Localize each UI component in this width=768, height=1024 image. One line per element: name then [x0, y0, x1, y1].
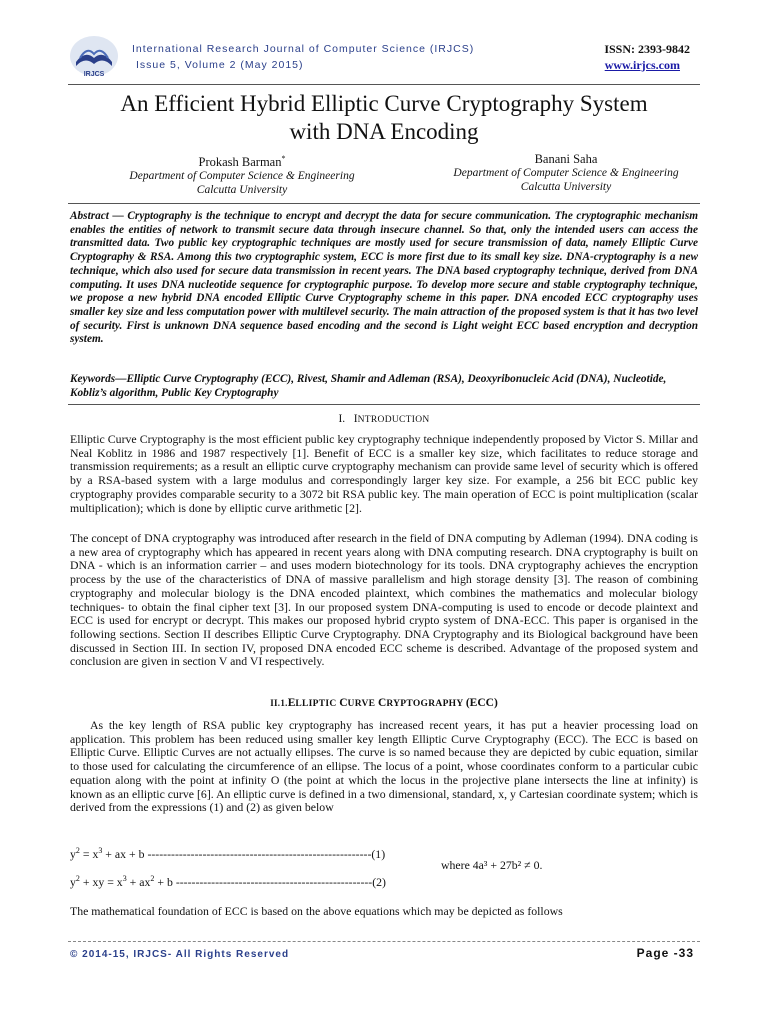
- page-header: [68, 30, 700, 82]
- journal-name: International Research Journal of Computer Science (IRJCS): [132, 43, 475, 55]
- issue-info: Issue 5, Volume 2 (May 2015): [136, 59, 304, 71]
- section-heading-introduction: I. INTRODUCTION: [338, 413, 430, 425]
- footer-copyright: © 2014-15, IRJCS- All Rights Reserved: [70, 949, 290, 960]
- header-divider: [68, 84, 700, 85]
- closing-sentence: The mathematical foundation of ECC is based on the above equations which may be depicted as follows: [70, 904, 563, 918]
- abstract-top-rule: [68, 203, 700, 204]
- page-number: Page -33: [636, 946, 694, 960]
- author-2: Banani Saha Department of Computer Science & Engineering Calcutta University: [453, 152, 679, 193]
- intro-paragraph-1: Elliptic Curve Cryptography is the most efficient public key cryptography technique independently proposed by Victor S. Millar and Neal Koblitz in 1986 and 1987 respectively [1]. Benefit of ECC is a smaller key size, which facilitates to reduce storage and transmission requirements; as a result an elliptic curve cryptography mechanism can provide same level of security which is offered by a RSA-based system with a large modulus and correspondingly larger key size. For example, a 256 bit ECC public key cryptography provides comparable security to a 3072 bit RSA public key. The main operation of ECC is point multiplication (scalar multiplication); which is done by elliptic curve arithmetic [2].: [70, 432, 698, 515]
- author-1: Prokash Barman* Department of Computer Science & Engineering Calcutta University: [129, 154, 355, 197]
- keywords: Keywords—Elliptic Curve Cryptography (ECC), Rivest, Shamir and Adleman (RSA), Deoxyribonucleic Acid (DNA), Nucleotide, Kobliz’s algorithm, Public Key Cryptography: [70, 373, 667, 399]
- intro-paragraph-2: The concept of DNA cryptography was introduced after research in the field of DNA computing by Adleman (1994). DNA coding is a new area of cryptography which has appeared in recent years along with DNA computing research. DNA cryptography is built on DNA - which is an information carrier – and uses modern biotechnology for its tools. DNA cryptography achieves the encryption process by the use of the characteristics of DNA of massive parallelism and high storage density [3]. The reason of combining cryptography and molecular biology is the DNA encoded plaintext, which combines the mathematics and molecular biology techniques- to obtain the final cipher text [3]. In our proposed system DNA-computing is used to encode or decode plaintext and ECC is used for encrypt or decrypt. This makes our proposed hybrid crypto system of DNA-ECC. This paper is organised in the following sections. Section II describes Elliptic Curve Cryptography. DNA Cryptography and its Biological background have been discussed in Section III. In section IV, proposed DNA encoded ECC scheme is described. Advantage of the proposed system and conclusion are given in section V and VI respectively.: [70, 531, 698, 669]
- footer-divider: [68, 941, 700, 942]
- journal-logo: [68, 34, 120, 80]
- paper-title: An Efficient Hybrid Elliptic Curve Cryptography System with DNA Encoding: [120, 91, 648, 144]
- ecc-paragraph: As the key length of RSA public key cryptography has increased recent years, it has put a heavier processing load on application. This problem has been reduced using smaller key length Elliptic Curve Cryptography (ECC). The ECC is based on Elliptic Curve. Elliptic Curves are not actually ellipses. The curve is so named because they are depicted by cubic equation, similar to those used for calculating the circumference of an ellipse. The locus of a point, whose coordinates conform to a particular cubic equation along with the point at infinity O (the point at which the locus in the projective plane intersects the line at infinity) is known as an elliptic curve [6]. An elliptic curve is defined in a two dimensional, standard, x, y Cartesian coordinate system; which is derived from the expressions (1) and (2) as given below: [70, 718, 698, 815]
- equation-condition: where 4a³ + 27b² ≠ 0.: [441, 858, 543, 872]
- equation-1: $y^2 = x^3$ + ax + b ---------------------------------------------------------(1): [70, 846, 386, 861]
- journal-url-link[interactable]: www.irjcs.com: [604, 58, 680, 72]
- equation-2: $y^2$ + xy = $x^3 + ax^2 + b$ --------------------------------------------------(2): [70, 874, 386, 889]
- issn: ISSN: 2393-9842: [604, 42, 690, 56]
- abstract-bottom-rule: [68, 404, 700, 405]
- section-heading-ecc: II.1.ELLIPTIC CURVE CRYPTOGRAPHY (ECC): [270, 697, 498, 709]
- abstract: Abstract — Cryptography is the technique to encrypt and decrypt the data for secure communication. The cryptographic mechanism enables the entities of network to transmit secure data through insecure channel. So that, only the intended users can access the transmitted data. Two public key cryptographic techniques are mostly used for secure transmission of data, namely Elliptic Curve Cryptography & RSA. Among this two cryptographic system, ECC is more first due to its small key size. DNA-cryptography is a new technique, which also used for secure data transmission in recent years. The DNA based cryptography technique, derived from DNA computing. It uses DNA nucleotide sequence for cryptographic purpose. To develop more secure and stable cryptography technique, we propose a new hybrid DNA encoded Elliptic Curve Cryptography scheme in this paper. DNA encoded ECC cryptography uses smaller key size and less computation power with multilevel security. The main attraction of the proposed system is that it has two level of security. First is unknown DNA sequence based encoding and the second is Light weight ECC based encryption and decryption system.: [70, 210, 698, 346]
- svg-text:IRJCS: IRJCS: [83, 71, 105, 78]
